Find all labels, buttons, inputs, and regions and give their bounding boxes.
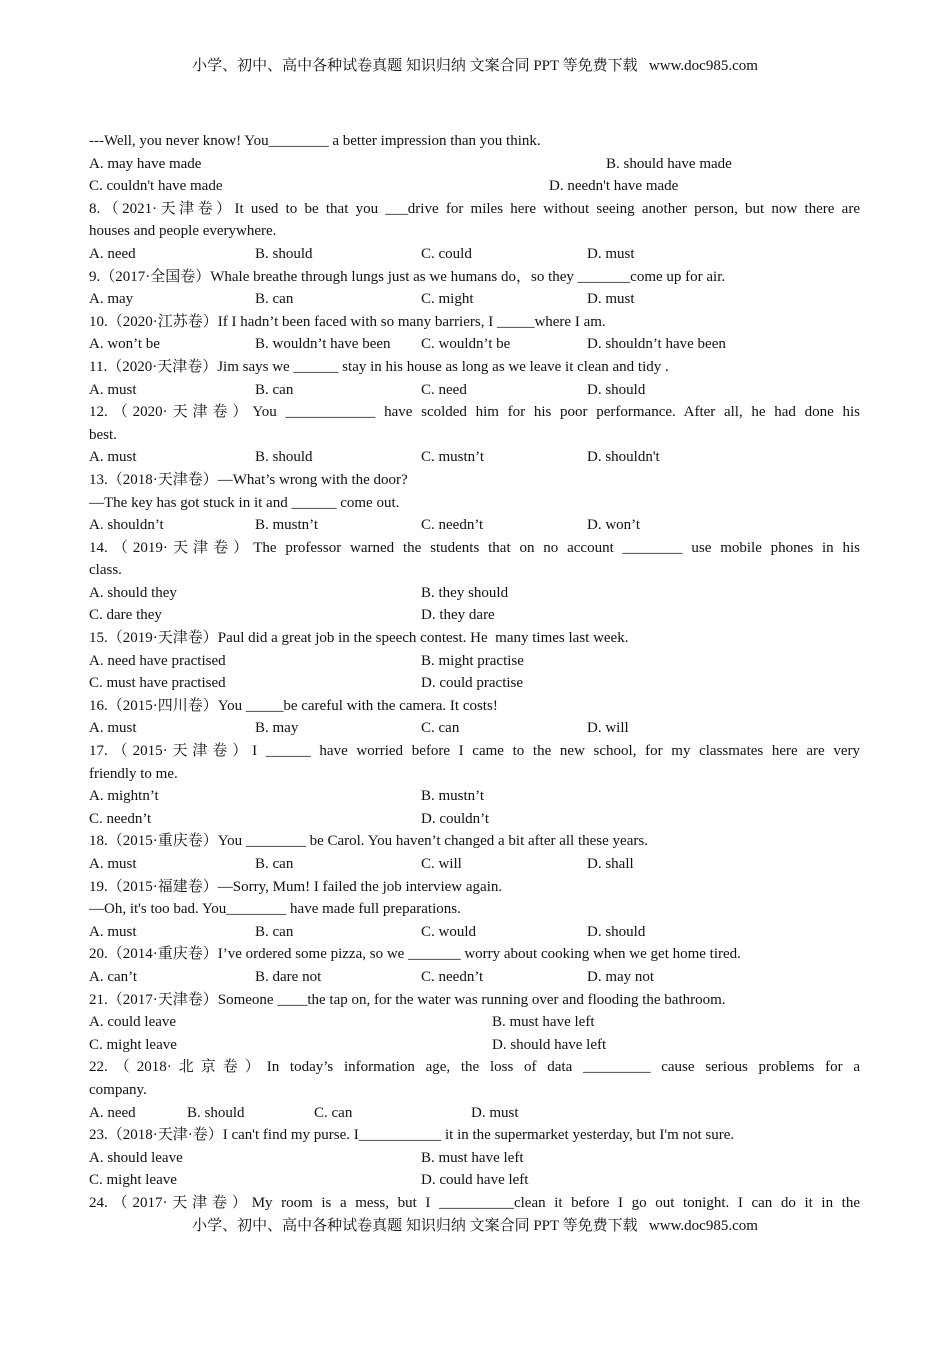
option: C. might leave bbox=[89, 1036, 177, 1053]
option: A. must bbox=[89, 720, 137, 737]
option: A. may have made bbox=[89, 155, 202, 172]
options-row bbox=[89, 1147, 860, 1170]
option: B. should bbox=[255, 245, 313, 262]
question-line: 16.（2015·四川卷）You _____be careful with the camera. It costs! bbox=[89, 697, 498, 714]
question-line: 11.（2020·天津卷）Jim says we ______ stay in his house as long as we leave it clean and tidy . bbox=[89, 358, 669, 375]
options-row bbox=[89, 966, 860, 989]
option: C. need bbox=[421, 381, 467, 398]
option: D. must bbox=[471, 1104, 519, 1121]
option: A. mightn’t bbox=[89, 788, 159, 805]
option: C. can bbox=[314, 1104, 353, 1121]
option: A. can’t bbox=[89, 968, 138, 985]
option: C. can bbox=[421, 720, 460, 737]
option: B. can bbox=[255, 291, 294, 308]
options-row bbox=[89, 175, 860, 198]
question-line: 14.（2019·天津卷）The professor warned the students that on no account ________ use mobile phones in his bbox=[89, 539, 860, 556]
options-row bbox=[89, 785, 860, 808]
options-row bbox=[89, 808, 860, 831]
option: D. needn't have made bbox=[549, 178, 679, 195]
question-line: 20.（2014·重庆卷）I’ve ordered some pizza, so we _______ worry about cooking when we get home tired. bbox=[89, 946, 741, 963]
option: C. mustn’t bbox=[421, 449, 485, 466]
question-line: 23.（2018·天津·卷）I can't find my purse. I___________ it in the supermarket yesterday, but I'm not sure. bbox=[89, 1127, 735, 1144]
option: C. dare they bbox=[89, 607, 162, 624]
option: A. shouldn’t bbox=[89, 517, 164, 534]
option: B. may bbox=[255, 720, 299, 737]
option: B. they should bbox=[421, 584, 509, 601]
option: B. should have made bbox=[606, 155, 732, 172]
question-line: 22.（2018·北京卷）In today’s information age, the loss of data _________ cause serious problems for a bbox=[89, 1059, 860, 1076]
option: B. should bbox=[187, 1104, 245, 1121]
option: B. should bbox=[255, 449, 313, 466]
option: D. shall bbox=[587, 856, 634, 872]
option: A. must bbox=[89, 856, 137, 872]
question-line: —The key has got stuck in it and ______ come out. bbox=[89, 494, 400, 511]
option: B. must have left bbox=[492, 1014, 595, 1031]
options-row bbox=[89, 853, 860, 876]
options-row bbox=[89, 379, 860, 402]
page-footer: 小学、初中、高中各种试卷真题 知识归纳 文案合同 PPT 等免费下载 www.doc985.com bbox=[192, 1218, 758, 1234]
option: A. must bbox=[89, 381, 137, 398]
options-row bbox=[89, 153, 860, 176]
option: D. should bbox=[587, 923, 646, 940]
option: D. must bbox=[587, 245, 635, 262]
option: C. will bbox=[421, 856, 462, 872]
page-header: 小学、初中、高中各种试卷真题 知识归纳 文案合同 PPT 等免费下载 www.doc985.com bbox=[192, 58, 758, 74]
option: A. could leave bbox=[89, 1014, 177, 1031]
options-row bbox=[89, 333, 860, 356]
option: D. should have left bbox=[492, 1036, 607, 1053]
option: A. must bbox=[89, 449, 137, 466]
options-row bbox=[89, 582, 860, 605]
option: A. should they bbox=[89, 584, 177, 601]
option: D. could have left bbox=[421, 1172, 529, 1189]
option: B. can bbox=[255, 856, 294, 872]
options-row bbox=[89, 1034, 860, 1057]
question-line: 12.（2020·天津卷）You ____________ have scolded him for his poor performance. After all, he had done his bbox=[89, 404, 860, 421]
option: D. should bbox=[587, 381, 646, 398]
option: C. wouldn’t be bbox=[421, 336, 511, 353]
question-line: friendly to me. bbox=[89, 765, 178, 782]
option: C. couldn't have made bbox=[89, 178, 223, 195]
question-line: 8.（2021·天津卷）It used to be that you ___drive for miles here without seeing another person, but now there are bbox=[89, 200, 860, 217]
option: B. wouldn’t have been bbox=[255, 336, 391, 353]
question-line: 21.（2017·天津卷）Someone ____the tap on, for the water was running over and flooding the bathroom. bbox=[89, 991, 726, 1008]
option: A. need bbox=[89, 245, 136, 262]
question-line: class. bbox=[89, 562, 122, 579]
question-line: 10.（2020·江苏卷）If I hadn’t been faced with so many barriers, I _____where I am. bbox=[89, 313, 606, 330]
option: B. mustn’t bbox=[421, 788, 485, 805]
exercise-list bbox=[89, 130, 860, 1215]
option: A. need bbox=[89, 1104, 136, 1121]
option: A. need have practised bbox=[89, 652, 226, 669]
option: D. shouldn't bbox=[587, 449, 660, 466]
options-row bbox=[89, 446, 860, 469]
question-line: 15.（2019·天津卷）Paul did a great job in the speech contest. He many times last week. bbox=[89, 630, 629, 647]
options-row bbox=[89, 1169, 860, 1192]
option: C. must have practised bbox=[89, 675, 226, 692]
option: B. can bbox=[255, 923, 294, 940]
question-line: best. bbox=[89, 426, 117, 443]
question-line: ---Well, you never know! You________ a better impression than you think. bbox=[89, 133, 541, 149]
option: C. might leave bbox=[89, 1172, 177, 1189]
option: D. may not bbox=[587, 968, 655, 985]
option: D. couldn’t bbox=[421, 810, 490, 827]
option: C. would bbox=[421, 923, 477, 940]
options-row bbox=[89, 288, 860, 311]
option: B. can bbox=[255, 381, 294, 398]
options-row bbox=[89, 921, 860, 944]
option: B. dare not bbox=[255, 968, 322, 985]
option: D. will bbox=[587, 720, 629, 737]
option: D. must bbox=[587, 291, 635, 308]
option: B. might practise bbox=[421, 652, 524, 669]
question-line: 17.（2015·天津卷）I ______ have worried before I came to the new school, for my classmates here are very bbox=[89, 743, 860, 760]
question-line: 18.（2015·重庆卷）You ________ be Carol. You haven’t changed a bit after all these years. bbox=[89, 833, 648, 850]
question-line: houses and people everywhere. bbox=[89, 223, 277, 240]
option: A. should leave bbox=[89, 1149, 183, 1166]
option: A. must bbox=[89, 923, 137, 940]
options-row bbox=[89, 1102, 860, 1125]
options-row bbox=[89, 717, 860, 740]
option: D. could practise bbox=[421, 675, 524, 692]
options-row bbox=[89, 1011, 860, 1034]
option: C. might bbox=[421, 291, 474, 308]
question-line: 24.（2017·天津卷）My room is a mess, but I __________clean it before I go out tonight. I can do it in the bbox=[89, 1194, 860, 1211]
options-row bbox=[89, 514, 860, 537]
option: D. shouldn’t have been bbox=[587, 336, 726, 353]
question-line: 9.（2017·全国卷）Whale breathe through lungs just as we humans do，so they _______come up for air. bbox=[89, 268, 726, 285]
option: C. needn’t bbox=[421, 517, 484, 534]
question-line: —Oh, it's too bad. You________ have made full preparations. bbox=[89, 901, 461, 918]
option: C. needn’t bbox=[421, 968, 484, 985]
options-row bbox=[89, 650, 860, 673]
options-row bbox=[89, 604, 860, 627]
options-row bbox=[89, 243, 860, 266]
option: C. could bbox=[421, 245, 472, 262]
question-line: 19.（2015·福建卷）—Sorry, Mum! I failed the job interview again. bbox=[89, 878, 503, 895]
question-line: 13.（2018·天津卷）—What’s wrong with the door? bbox=[89, 471, 408, 488]
options-row bbox=[89, 672, 860, 695]
option: B. must have left bbox=[421, 1149, 524, 1166]
option: A. may bbox=[89, 291, 134, 308]
option: B. mustn’t bbox=[255, 517, 319, 534]
option: C. needn’t bbox=[89, 810, 152, 827]
option: D. they dare bbox=[421, 607, 495, 624]
question-line: company. bbox=[89, 1081, 147, 1098]
option: A. won’t be bbox=[89, 336, 160, 353]
option: D. won’t bbox=[587, 517, 641, 534]
